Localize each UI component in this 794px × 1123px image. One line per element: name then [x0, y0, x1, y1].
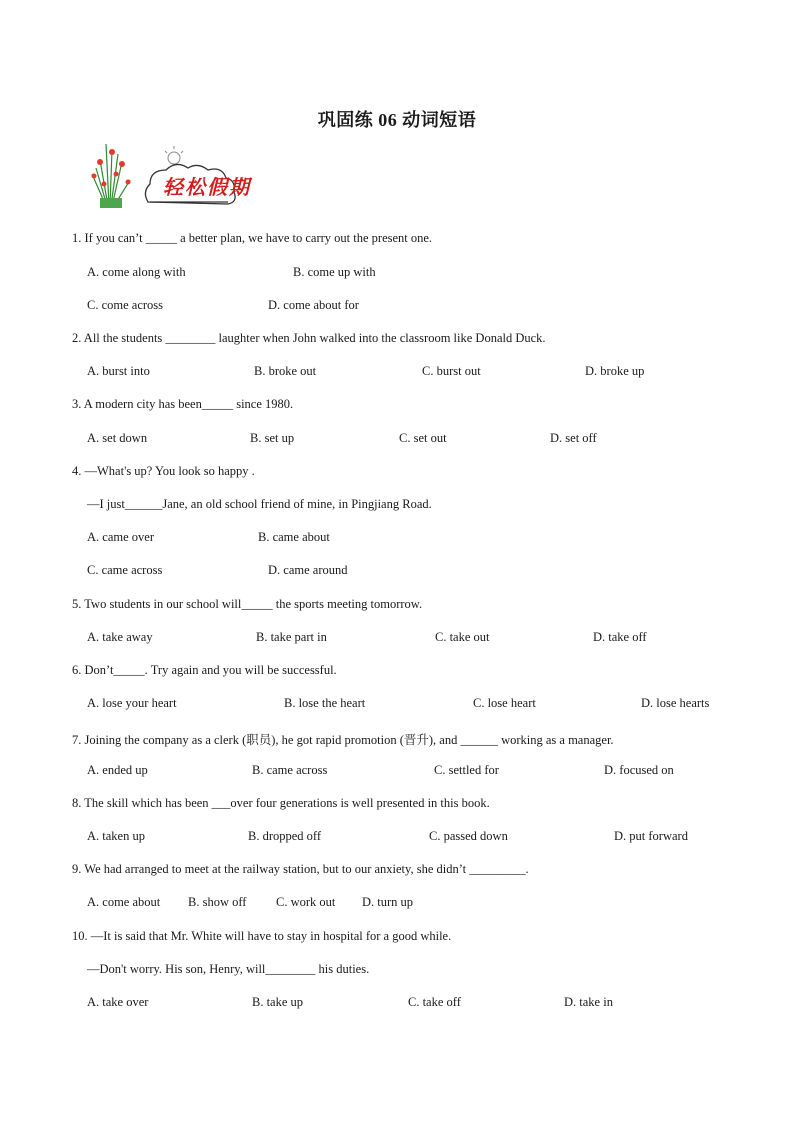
question-6-option-b[interactable]: B. lose the heart [284, 696, 366, 710]
question-6-stem: 6. Don’t_____. Try again and you will be successful. [72, 663, 337, 677]
question-9-option-d[interactable]: D. turn up [362, 895, 414, 909]
question-10-stem: 10. —It is said that Mr. White will have to stay in hospital for a good while. [72, 929, 452, 943]
question-4-option-d[interactable]: D. came around [268, 563, 348, 577]
question-8-stem: 8. The skill which has been ___over four generations is well presented in this book. [72, 796, 490, 810]
question-3-option-b[interactable]: B. set up [250, 431, 295, 445]
question-9-option-c[interactable]: C. work out [276, 895, 336, 909]
question-7-option-b[interactable]: B. came across [252, 763, 328, 777]
question-3-option-a[interactable]: A. set down [87, 431, 148, 445]
question-4-option-a[interactable]: A. came over [87, 530, 154, 544]
question-3-stem: 3. A modern city has been_____ since 1980. [72, 397, 294, 411]
question-4-option-b[interactable]: B. came about [258, 530, 330, 544]
question-8-option-b[interactable]: B. dropped off [248, 829, 322, 843]
question-1-option-d[interactable]: D. come about for [268, 298, 359, 312]
question-1-stem: 1. If you can’t _____ a better plan, we have to carry out the present one. [72, 231, 433, 245]
question-8-option-d[interactable]: D. put forward [614, 829, 688, 843]
question-10-option-d[interactable]: D. take in [564, 995, 613, 1009]
question-7-option-a[interactable]: A. ended up [87, 763, 148, 777]
question-2-option-b[interactable]: B. broke out [254, 364, 317, 378]
question-9-option-a[interactable]: A. come about [87, 895, 161, 909]
question-5-stem: 5. Two students in our school will_____ the sports meeting tomorrow. [72, 597, 423, 611]
question-5-option-a[interactable]: A. take away [87, 630, 153, 644]
question-3-option-d[interactable]: D. set off [550, 431, 597, 445]
logo-text: 轻松假期 [163, 175, 251, 199]
question-7-option-c[interactable]: C. settled for [434, 763, 499, 777]
question-4-stem-reply: —I just______Jane, an old school friend of mine, in Pingjiang Road. [87, 497, 432, 511]
question-8-option-a[interactable]: A. taken up [87, 829, 145, 843]
question-10-option-b[interactable]: B. take up [252, 995, 304, 1009]
question-1-option-b[interactable]: B. come up with [293, 265, 376, 279]
question-10-stem-reply: —Don't worry. His son, Henry, will________ his duties. [87, 962, 370, 976]
question-5-option-d[interactable]: D. take off [593, 630, 647, 644]
question-7-option-d[interactable]: D. focused on [604, 763, 674, 777]
question-7-stem: 7. Joining the company as a clerk (职员), he got rapid promotion (晋升), and ______ working as a manager. [72, 733, 614, 747]
question-4-option-c[interactable]: C. came across [87, 563, 163, 577]
question-9-option-b[interactable]: B. show off [188, 895, 247, 909]
question-2-option-c[interactable]: C. burst out [422, 364, 481, 378]
question-8-option-c[interactable]: C. passed down [429, 829, 508, 843]
question-1-option-c[interactable]: C. come across [87, 298, 164, 312]
question-2-option-a[interactable]: A. burst into [87, 364, 150, 378]
question-4-stem: 4. —What's up? You look so happy . [72, 464, 255, 478]
question-9-stem: 9. We had arranged to meet at the railway station, but to our anxiety, she didn’t _________. [72, 862, 529, 876]
question-2-option-d[interactable]: D. broke up [585, 364, 645, 378]
question-3-option-c[interactable]: C. set out [399, 431, 447, 445]
question-1-option-a[interactable]: A. come along with [87, 265, 186, 279]
page-title: 巩固练 06 动词短语 [317, 110, 477, 130]
question-10-option-a[interactable]: A. take over [87, 995, 149, 1009]
question-6-option-c[interactable]: C. lose heart [473, 696, 536, 710]
question-6-option-a[interactable]: A. lose your heart [87, 696, 177, 710]
question-5-option-b[interactable]: B. take part in [256, 630, 327, 644]
question-6-option-d[interactable]: D. lose hearts [641, 696, 710, 710]
question-2-stem: 2. All the students ________ laughter when John walked into the classroom like Donald Duck. [72, 331, 546, 345]
question-5-option-c[interactable]: C. take out [435, 630, 490, 644]
question-10-option-c[interactable]: C. take off [408, 995, 461, 1009]
